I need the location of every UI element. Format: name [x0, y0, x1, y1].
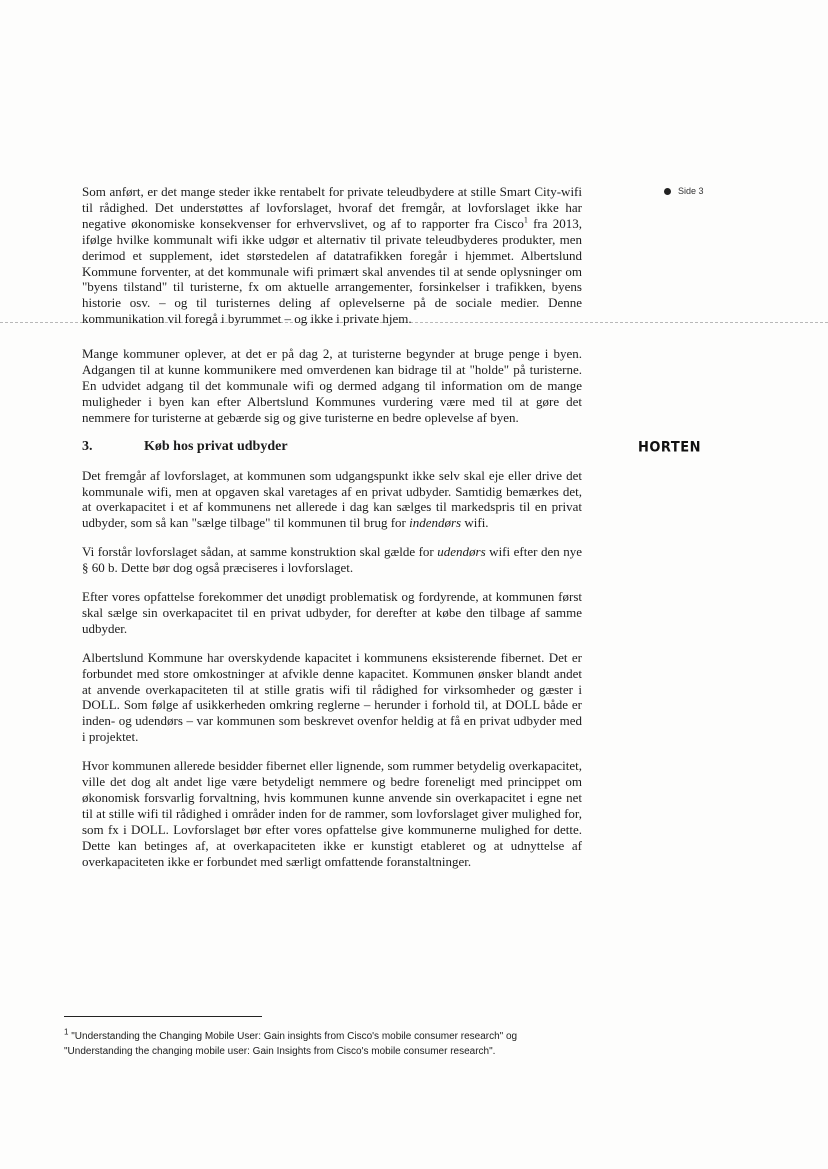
paragraph-3: Det fremgår af lovforslaget, at kommunen som udgangspunkt ikke selv skal eje eller drive det kommunale wifi, men at opgaven skal varetages af en privat udbyder. Samtidig bemærkes det, at overkapacitet i et af kommunens net allerede i dag kan sælges til markedspris til en privat udbyder, som så kan "sælge tilbage" til kommunen til brug for indendørs wifi.: [82, 467, 582, 531]
section-number: 3.: [82, 438, 93, 454]
footnote-text: "Understanding the Changing Mobile User: Gain insights from Cisco's mobile consumer research" og "Understanding the changing mobile user: Gain Insights from Cisco's mobile consumer research".: [64, 1031, 518, 1057]
paragraph-7: Hvor kommunen allerede besidder fibernet eller lignende, som rummer betydelig overkapacitet, ville det dog alt andet lige være betydeligt nemmere og bedre foreneligt med princippet om økonomisk forsvarlig forvaltning, hvis kommunen kunne anvende sin overkapacitet i egne net til at stille wifi til rådighed i områder inden for de rammer, som lovforslaget giver mulighed for, som fx i DOLL. Lovforslaget bør efter vores opfattelse give kommunerne mulighed for dette. Dette kan betinges af, at overkapaciteten ikke er kunstigt etableret og at udnyttelse af overkapaciteten ikke er forbundet med særligt omfattende foranstaltninger.: [82, 758, 582, 869]
horten-logo: HORTEN: [638, 439, 701, 456]
section-heading: [82, 439, 582, 455]
paragraph-2: Mange kommuner oplever, at det er på dag 2, at turisterne begynder at bruge penge i byen. Adgangen til at kunne kommunikere med omverdenen kan bidrage til at "holde" på turisterne. En udvidet adgang til det kommunale wifi og dermed adgang til information om de mange muligheder i byen kan efter Albertslund Kommunes vurdering være med til at gøre det nemmere for turisterne at gebærde sig og give turisterne en bedre oplevelse af byen.: [82, 346, 582, 425]
section-title: Køb hos privat udbyder: [144, 438, 288, 454]
footnote: [64, 1029, 584, 1059]
footnote-marker: 1: [64, 1027, 69, 1037]
footnote-divider: [64, 1016, 262, 1017]
footnote-reference: 1: [523, 215, 528, 225]
page-number: [664, 186, 704, 196]
paragraph-6: Albertslund Kommune har overskydende kapacitet i kommunens eksisterende fibernet. Det er forbundet med store omkostninger at afvikle denne kapacitet. Kommunen ønsker blandt andet at anvende overkapaciteten til at stille gratis wifi til rådighed for virksomheder og gæster i DOLL. Som følge af usikkerheden omkring reglerne – herunder i forhold til, at DOLL både er inden- og udendørs – var kommunen som beskrevet ovenfor heldig at få en privat udbyder med i projektet.: [82, 649, 582, 745]
paragraph-4: Vi forstår lovforslaget sådan, at samme konstruktion skal gælde for udendørs wifi efter den nye § 60 b. Dette bør dog også præciseres i lovforslaget.: [82, 544, 583, 576]
paragraph-5: Efter vores opfattelse forekommer det unødigt problematisk og fordyrende, at kommunen først skal sælge sin overkapacitet til en privat udbyder, for derefter at købe den tilbage af samme udbyder.: [82, 589, 582, 636]
emphasis-udendors: udendørs: [437, 544, 486, 560]
page-number-label: Side 3: [678, 186, 704, 196]
bullet-dot-icon: [664, 188, 671, 195]
emphasis-indendors: indendørs: [409, 515, 462, 531]
document-body: [82, 184, 582, 883]
paragraph-1: Som anført, er det mange steder ikke rentabelt for private teleudbydere at stille Smart City-wifi til rådighed. Det understøttes af lovforslaget, hvoraf det fremgår, at lovforslaget ikke har negative økonomiske konsekvenser for erhvervslivet, og af to rapporter fra Cisco$^1$ fra 2013, ifølge hvilke kommunalt wifi ikke udgør et alternativ til private teleudbyderes produkter, men derimod et supplement, idet størstedelen af datatrafikken foregår i hjemmet. Albertslund Kommune forventer, at det kommunale wifi primært skal anvendes til at sende oplysninger om "byens tilstand" til turisterne, fx om aktuelle arrangementer, forsinkelser i trafikken, byens historie osv. – og til turisternes deling af oplevelserne på de sociale medier. Denne kommunikation vil foregå i byrummet – og ikke i private hjem.: [82, 184, 582, 327]
